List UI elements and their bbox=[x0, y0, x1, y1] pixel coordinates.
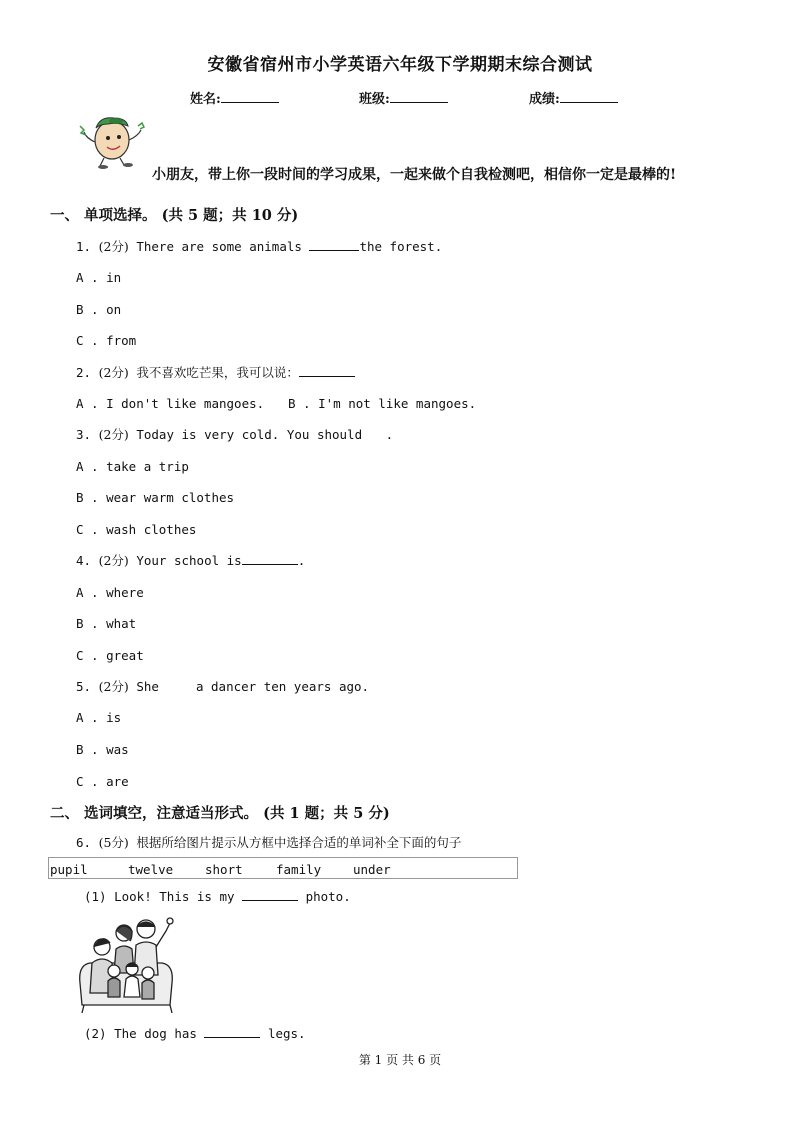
sub-question-text: Look! This is my bbox=[114, 889, 243, 904]
question-text: She bbox=[136, 679, 167, 694]
option-1c[interactable]: C . from bbox=[76, 333, 137, 348]
option-2a[interactable]: A . I don't like mangoes. bbox=[76, 396, 265, 411]
class-field[interactable] bbox=[359, 88, 448, 107]
mascot-illustration bbox=[78, 112, 146, 170]
sub-question-text-after: photo. bbox=[298, 889, 351, 904]
word-bank-item: pupil bbox=[50, 862, 88, 877]
answer-blank[interactable] bbox=[299, 365, 355, 377]
sub-question-number: (2) bbox=[84, 1026, 107, 1041]
question-points: (5分) bbox=[98, 835, 129, 850]
question-number: 5. bbox=[76, 679, 92, 694]
class-label: 班级: bbox=[359, 92, 390, 107]
word-bank-box bbox=[48, 857, 518, 879]
question-1 bbox=[76, 237, 442, 255]
score-label: 成绩: bbox=[529, 92, 560, 107]
option-2b[interactable]: B . I'm not like mangoes. bbox=[288, 396, 477, 411]
name-label: 姓名: bbox=[190, 92, 221, 107]
question-points: (2分) bbox=[98, 553, 129, 568]
score-blank[interactable] bbox=[560, 90, 618, 103]
section-2-heading: 二、 选词填空，注意适当形式。 (共 1 题；共 5 分) bbox=[50, 805, 390, 822]
option-3a[interactable]: A . take a trip bbox=[76, 459, 189, 474]
name-field[interactable] bbox=[190, 88, 279, 107]
question-text-after: . bbox=[297, 553, 306, 568]
question-6 bbox=[76, 833, 461, 851]
question-points: (2分) bbox=[98, 679, 129, 694]
question-text-after: the forest. bbox=[359, 239, 443, 254]
option-5a[interactable]: A . is bbox=[76, 710, 122, 725]
question-5 bbox=[76, 677, 369, 695]
question-text-after: . bbox=[385, 427, 394, 442]
question-points: (2分) bbox=[98, 365, 129, 380]
option-5b[interactable]: B . was bbox=[76, 742, 129, 757]
question-text: 我不喜欢吃芒果，我可以说： bbox=[136, 365, 299, 380]
question-points: (2分) bbox=[98, 239, 129, 254]
answer-blank[interactable] bbox=[204, 1026, 260, 1038]
option-1a[interactable]: A . in bbox=[76, 270, 122, 285]
sub-question-text-after: legs. bbox=[260, 1026, 306, 1041]
word-bank-item: twelve bbox=[128, 862, 174, 877]
sub-question-1 bbox=[84, 889, 351, 904]
question-text: Today is very cold. You should bbox=[136, 427, 370, 442]
page-title: 安徽省宿州市小学英语六年级下学期期末综合测试 bbox=[207, 55, 593, 75]
word-bank-item: short bbox=[205, 862, 243, 877]
page-footer: 第 1 页 共 6 页 bbox=[358, 1053, 442, 1067]
question-number: 6. bbox=[76, 835, 92, 850]
encouragement-text: 小朋友，带上你一段时间的学习成果，一起来做个自我检测吧，相信你一定是最棒的! bbox=[152, 167, 677, 183]
answer-blank[interactable] bbox=[242, 553, 298, 565]
question-text: There are some animals bbox=[136, 239, 310, 254]
question-4 bbox=[76, 551, 305, 569]
question-number: 2. bbox=[76, 365, 92, 380]
question-2 bbox=[76, 363, 355, 381]
question-number: 1. bbox=[76, 239, 92, 254]
score-field[interactable] bbox=[529, 88, 618, 107]
answer-blank[interactable] bbox=[309, 239, 359, 251]
section-1-heading: 一、 单项选择。 (共 5 题；共 10 分) bbox=[50, 207, 299, 224]
question-text: 根据所给图片提示从方框中选择合适的单词补全下面的句子 bbox=[136, 835, 462, 850]
option-3b[interactable]: B . wear warm clothes bbox=[76, 490, 235, 505]
option-3c[interactable]: C . wash clothes bbox=[76, 522, 197, 537]
sub-question-number: (1) bbox=[84, 889, 107, 904]
question-number: 4. bbox=[76, 553, 92, 568]
family-photo-illustration bbox=[74, 913, 178, 1015]
option-4c[interactable]: C . great bbox=[76, 648, 144, 663]
word-bank-item: family bbox=[276, 862, 322, 877]
question-3 bbox=[76, 425, 393, 443]
name-blank[interactable] bbox=[221, 90, 279, 103]
option-1b[interactable]: B . on bbox=[76, 302, 122, 317]
sub-question-2 bbox=[84, 1026, 306, 1041]
option-4b[interactable]: B . what bbox=[76, 616, 137, 631]
question-text: Your school is bbox=[136, 553, 242, 568]
class-blank[interactable] bbox=[390, 90, 448, 103]
option-4a[interactable]: A . where bbox=[76, 585, 144, 600]
sub-question-text: The dog has bbox=[114, 1026, 205, 1041]
question-number: 3. bbox=[76, 427, 92, 442]
word-bank-item: under bbox=[353, 862, 391, 877]
option-5c[interactable]: C . are bbox=[76, 774, 129, 789]
answer-blank[interactable] bbox=[242, 889, 298, 901]
question-points: (2分) bbox=[98, 427, 129, 442]
question-text-after: a dancer ten years ago. bbox=[188, 679, 370, 694]
